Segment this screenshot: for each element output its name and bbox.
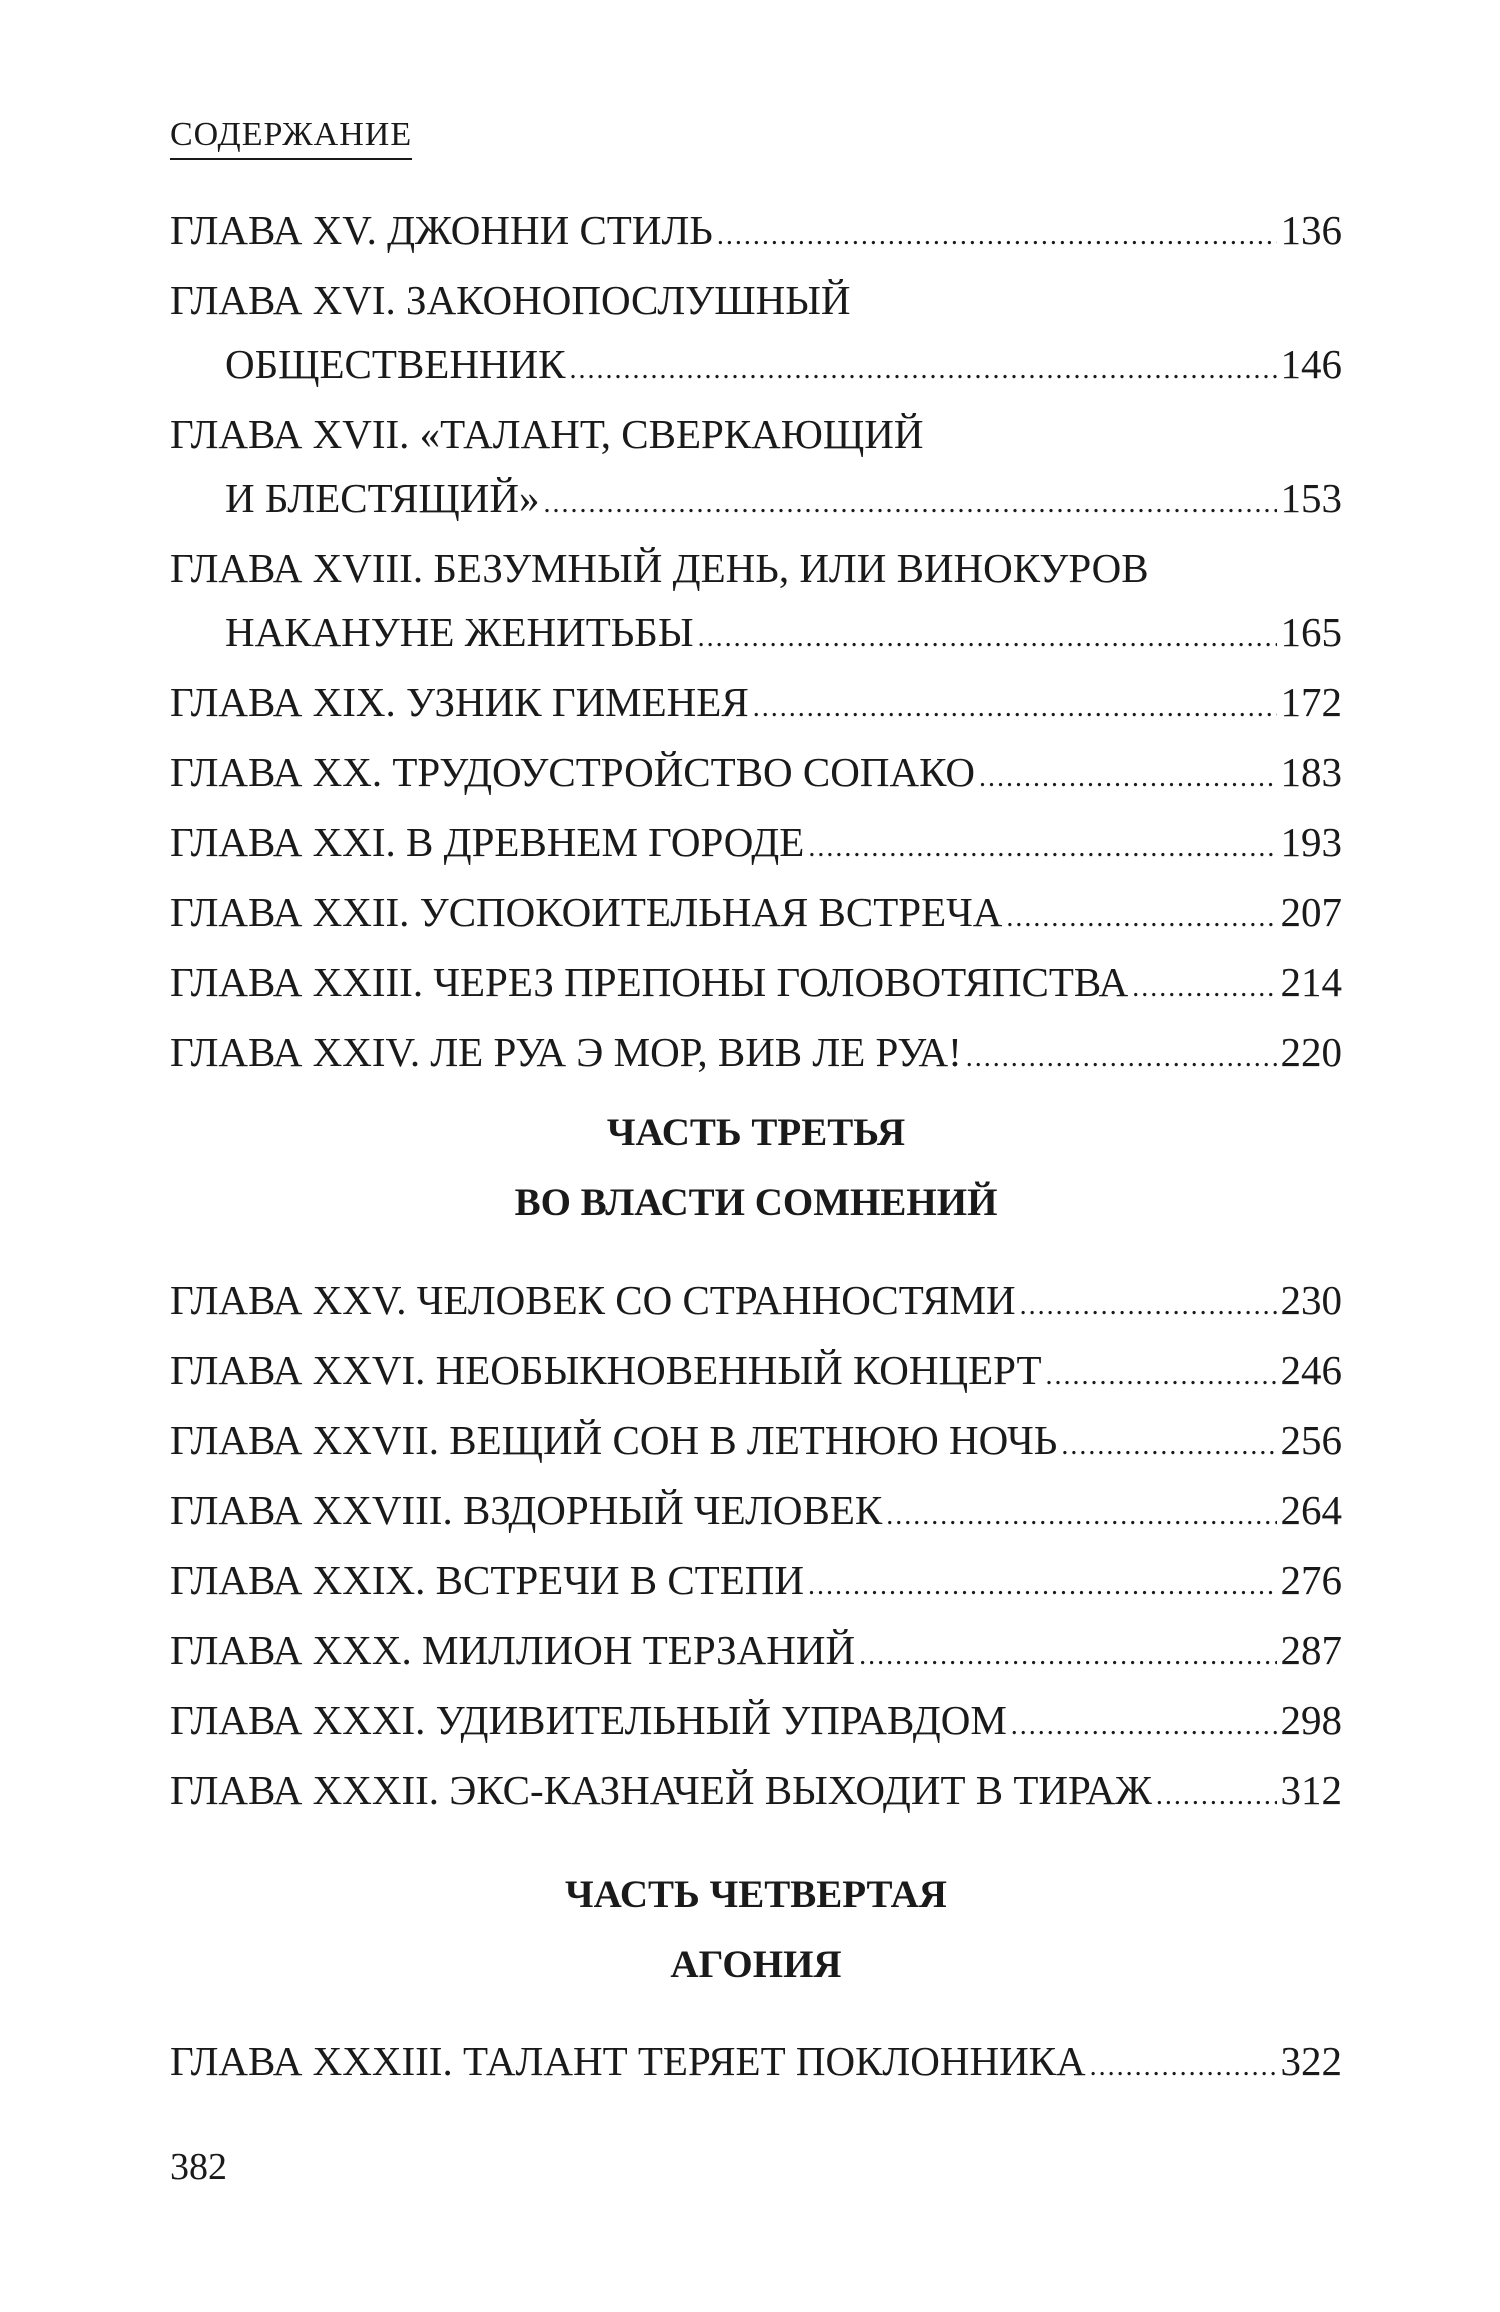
toc-entry (170, 1627, 1342, 1694)
dot-leader (1020, 1292, 1277, 1320)
dot-leader (753, 694, 1277, 722)
page-number: 382 (170, 2146, 227, 2188)
dot-leader (1011, 1712, 1277, 1740)
toc-entry-page: 146 (1280, 341, 1342, 387)
toc-entry-title: ГЛАВА XX. ТРУДОУСТРОЙСТВО СОПАКО (170, 749, 976, 795)
toc-entry-page: 298 (1280, 1697, 1342, 1743)
toc-entry (170, 1417, 1342, 1484)
toc-entry-page: 153 (1280, 475, 1342, 521)
part-three-title: ВО ВЛАСТИ СОМНЕНИЙ (514, 1181, 998, 1224)
toc-entry (170, 749, 1342, 816)
toc-entry-title: ГЛАВА XXVIII. ВЗДОРНЫЙ ЧЕЛОВЕК (170, 1487, 883, 1533)
dot-leader (859, 1642, 1276, 1670)
toc-entry-page: 322 (1280, 2038, 1342, 2084)
dot-leader (1061, 1432, 1276, 1460)
toc-entry-title: НАКАНУНЕ ЖЕНИТЬБЫ (225, 609, 694, 655)
toc-entry-page: 264 (1280, 1487, 1342, 1533)
toc-entry-page: 214 (1280, 959, 1342, 1005)
toc-entry-page: 256 (1280, 1417, 1342, 1463)
toc-entry-title: ГЛАВА XXI. В ДРЕВНЕМ ГОРОДЕ (170, 819, 805, 865)
toc-entry (170, 889, 1342, 956)
toc-entry-title: ГЛАВА XXIII. ЧЕРЕЗ ПРЕПОНЫ ГОЛОВОТЯПСТВА (170, 959, 1129, 1005)
dot-leader (979, 764, 1276, 792)
toc-entry (170, 959, 1342, 1026)
toc-entry (170, 1697, 1342, 1764)
dot-leader (1046, 1362, 1277, 1390)
toc-entry-page: 312 (1280, 1767, 1342, 1813)
toc-entry (170, 411, 1342, 542)
part-three-label: ЧАСТЬ ТРЕТЬЯ (606, 1111, 906, 1154)
toc-entry-title: ОБЩЕСТВЕННИК (225, 341, 566, 387)
toc-entry-page: 193 (1280, 819, 1342, 865)
toc-entry (170, 1487, 1342, 1554)
toc-entry (170, 207, 1342, 274)
toc-entry-title: ГЛАВА XXVI. НЕОБЫКНОВЕННЫЙ КОНЦЕРТ (170, 1347, 1042, 1393)
dot-leader (1006, 904, 1276, 932)
toc-entry-page: 220 (1280, 1029, 1342, 1075)
toc-entry (170, 1347, 1342, 1414)
toc-entry (170, 679, 1342, 746)
dot-leader (1090, 2053, 1277, 2081)
toc-entry-title: ГЛАВА XXXII. ЭКС-КАЗНАЧЕЙ ВЫХОДИТ В ТИРАЖ (170, 1767, 1152, 1813)
toc-entry-page: 165 (1280, 609, 1342, 655)
running-head: СОДЕРЖАНИЕ (170, 118, 412, 160)
toc-entry-title: ГЛАВА XVIII. БЕЗУМНЫЙ ДЕНЬ, ИЛИ ВИНОКУРОВ (170, 545, 1149, 591)
toc-entry-page: 276 (1280, 1557, 1342, 1603)
toc-entry (170, 1557, 1342, 1624)
toc-entry (170, 2038, 1342, 2105)
toc-entry-page: 246 (1280, 1347, 1342, 1393)
toc-entry-title: ГЛАВА XVI. ЗАКОНОПОСЛУШНЫЙ (170, 277, 851, 323)
dot-leader (1132, 974, 1276, 1002)
toc-entry (170, 1767, 1342, 1834)
toc-entry (170, 545, 1342, 676)
toc-entry-title: ГЛАВА XV. ДЖОННИ СТИЛЬ (170, 207, 713, 253)
dot-leader (966, 1044, 1277, 1072)
toc-entry-title: ГЛАВА XXII. УСПОКОИТЕЛЬНАЯ ВСТРЕЧА (170, 889, 1003, 935)
toc-entry-title: ГЛАВА XXIX. ВСТРЕЧИ В СТЕПИ (170, 1557, 804, 1603)
toc-entry-title: ГЛАВА XXXIII. ТАЛАНТ ТЕРЯЕТ ПОКЛОННИКА (170, 2038, 1086, 2084)
toc-entry-page: 207 (1280, 889, 1342, 935)
dot-leader (886, 1502, 1276, 1530)
toc-entry-title: ГЛАВА XXX. МИЛЛИОН ТЕРЗАНИЙ (170, 1627, 856, 1673)
toc-entry-title: ГЛАВА XVII. «ТАЛАНТ, СВЕРКАЮЩИЙ (170, 411, 924, 457)
toc-entry (170, 819, 1342, 886)
dot-leader (570, 356, 1277, 384)
toc-entry-page: 172 (1280, 679, 1342, 725)
toc-entry (170, 1029, 1342, 1096)
toc-entry-page: 136 (1280, 207, 1342, 253)
toc-entry-title: ГЛАВА XXIV. ЛЕ РУА Э МОР, ВИВ ЛЕ РУА! (170, 1029, 962, 1075)
toc-entry (170, 277, 1342, 408)
toc-entry-page: 183 (1280, 749, 1342, 795)
dot-leader (808, 1572, 1277, 1600)
toc-entry-page: 230 (1280, 1277, 1342, 1323)
dot-leader (698, 624, 1277, 652)
dot-leader (808, 834, 1276, 862)
part-four-label: ЧАСТЬ ЧЕТВЕРТАЯ (565, 1873, 947, 1916)
toc-entry-title: ГЛАВА XXVII. ВЕЩИЙ СОН В ЛЕТНЮЮ НОЧЬ (170, 1417, 1058, 1463)
toc-entry-title: ГЛАВА XIX. УЗНИК ГИМЕНЕЯ (170, 679, 749, 725)
dot-leader (544, 490, 1277, 518)
toc-entry-title: ГЛАВА XXXI. УДИВИТЕЛЬНЫЙ УПРАВДОМ (170, 1697, 1007, 1743)
toc-entry (170, 1277, 1342, 1344)
part-four-title: АГОНИЯ (670, 1943, 842, 1986)
toc-entry-page: 287 (1280, 1627, 1342, 1673)
toc-entry-title: И БЛЕСТЯЩИЙ» (225, 475, 540, 521)
toc-entry-title: ГЛАВА XXV. ЧЕЛОВЕК СО СТРАННОСТЯМИ (170, 1277, 1016, 1323)
dot-leader (1156, 1782, 1277, 1810)
dot-leader (717, 222, 1277, 250)
